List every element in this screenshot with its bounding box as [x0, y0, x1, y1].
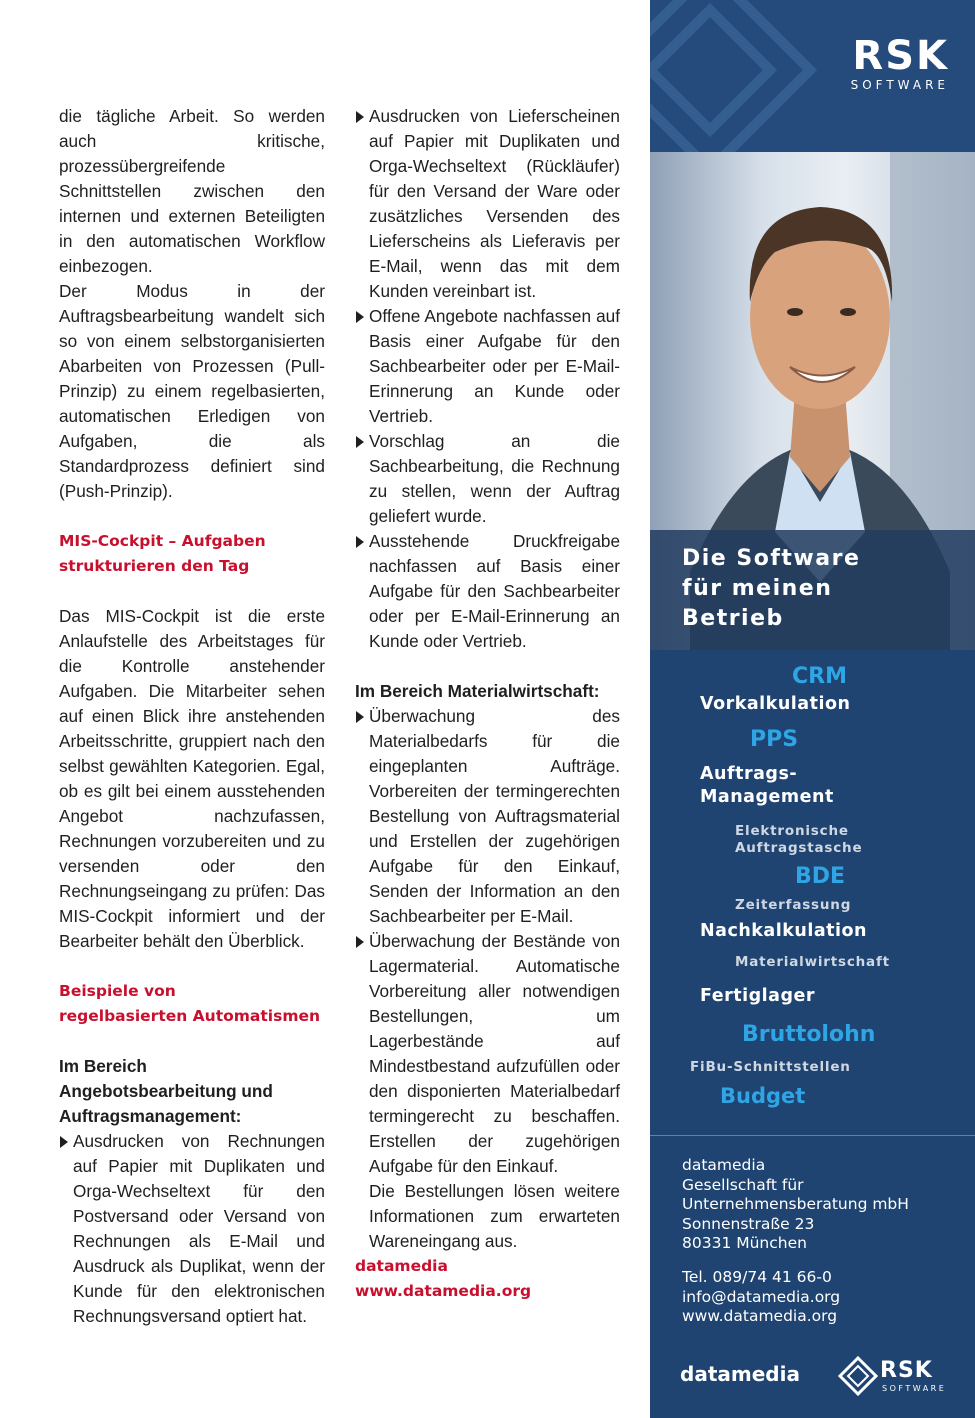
- bullet-item: Ausdrucken von Rechnungen auf Papier mit Duplikaten und Orga-Wechseltext für den Postversand oder Versand von Rechnungen als E-Mail und Ausdruck als Duplikat, wenn der Kunde für den elektronischen Rechnungsversand optiert hat.: [59, 1129, 325, 1329]
- keyword-zeiterfassung: Zeiterfassung: [735, 897, 852, 913]
- subheading: Im Bereich Materialwirtschaft:: [355, 681, 600, 701]
- keyword-management: Management: [700, 787, 834, 807]
- ad-header: [650, 0, 975, 152]
- advertisement-panel: [650, 0, 975, 1418]
- bullet-item: Überwachung der Bestände von Lagermaterial. Automatische Vorbereitung aller notwendigen Bestellungen, um Lagerbestände auf Mindestbestand aufzufüllen oder den disponierten Materialbedarf termingerecht zu beschaffen. Erstellen der zugehörigen Aufgabe für den Einkauf.: [355, 929, 620, 1179]
- bullet-item: Ausstehende Druckfreigabe nachfassen auf Basis einer Aufgabe für den Sachbearbeiter oder per E-Mail-Erinnerung an Kunde oder Vertrieb.: [355, 529, 620, 654]
- subheading: Im Bereich Angebotsbearbeitung und Auftragsmanagement:: [59, 1056, 273, 1126]
- bullet-item: Vorschlag an die Sachbearbeitung, die Rechnung zu stellen, wenn der Auftrag geliefert wurde.: [355, 429, 620, 529]
- keyword-materialwirtschaft: Materialwirtschaft: [735, 954, 890, 970]
- keyword-nachkalkulation: Nachkalkulation: [700, 921, 867, 941]
- source-name: datamedia: [355, 1257, 448, 1275]
- rsk-logo: RSK: [852, 33, 949, 79]
- keyword-crm: CRM: [792, 664, 847, 689]
- ad-tagline: Die Software für meinen Betrieb: [650, 530, 975, 650]
- keyword-budget: Budget: [720, 1084, 806, 1108]
- bullet-item: Offene Angebote nachfassen auf Basis einer Aufgabe für den Sachbearbeiter oder per E-Mail-Erinnerung an Kunde oder Vertrieb.: [355, 304, 620, 429]
- keyword-bruttolohn: Bruttolohn: [742, 1022, 876, 1047]
- divider: [650, 1135, 975, 1136]
- datamedia-logo: datamedia: [680, 1362, 800, 1386]
- keyword-pps: PPS: [750, 727, 799, 752]
- paragraph: Der Modus in der Auftragsbearbeitung wandelt sich so von einem selbstorganisierten Abarbeiten von Prozessen (Pull-Prinzip) zu einem regelbasierten, automatischen Erledigen von Aufgaben, die als Standardprozess definiert sind (Push-Prinzip).: [59, 281, 325, 501]
- keyword-auftrags: Auftrags-: [700, 764, 798, 784]
- paragraph: Die Bestellungen lösen weitere Informationen zum erwarteten Wareneingang aus.: [369, 1181, 620, 1251]
- keyword-elektronische: Elektronische: [735, 823, 849, 839]
- section-heading: Beispiele von regelbasierten Automatismen: [59, 982, 321, 1025]
- address-block: datamedia Gesellschaft für Unternehmensberatung mbH Sonnenstraße 23 80331 München: [682, 1156, 909, 1252]
- section-heading: MIS-Cockpit – Aufgaben strukturieren den Tag: [59, 532, 266, 575]
- bullet-item: Überwachung des Materialbedarfs für die eingeplanten Aufträge. Vorbereiten der termingerechten Bestellung von Auftragsmaterial und Erstellen der zugehörigen Aufgabe für den Einkauf, Senden der Information an den Sachbearbeiter per E-Mail.: [355, 704, 620, 929]
- rsk-logo-sub: SOFTWARE: [850, 78, 949, 92]
- source-link[interactable]: www.datamedia.org: [355, 1282, 532, 1300]
- keyword-fibu: FiBu-Schnittstellen: [690, 1059, 851, 1075]
- article-column-1: [59, 104, 325, 1329]
- bullet-item: Ausdrucken von Lieferscheinen auf Papier mit Duplikaten und Orga-Wechseltext (Rückläufer) für den Versand der Ware oder zusätzliches Versenden des Lieferscheins als Lieferavis per E-Mail, wenn das mit dem Kunden vereinbart ist.: [355, 104, 620, 304]
- article-column-2: [355, 104, 620, 1304]
- contact-block: [682, 1268, 840, 1327]
- phone-number: Tel. 089/74 41 66-0: [682, 1268, 832, 1286]
- rsk-diamond-icon: [838, 1356, 878, 1396]
- paragraph: Das MIS-Cockpit ist die erste Anlaufstelle des Arbeitstages für die Kontrolle anstehender Aufgaben. Die Mitarbeiter sehen auf einen Blick ihre anstehenden Arbeitsschritte, gruppiert nach den selbst gewählten Kategorien. Egal, ob es gilt bei einem ausstehenden Angebot nachzufassen, Rechnungen vorzubereiten und zu versenden oder den Rechnungseingang zu prüfen: Das MIS-Cockpit informiert und der Bearbeiter behält den Überblick.: [59, 606, 325, 951]
- website-link[interactable]: www.datamedia.org: [682, 1307, 838, 1325]
- rsk-footer-sub: SOFTWARE: [882, 1384, 947, 1393]
- keyword-bde: BDE: [795, 864, 846, 889]
- email-link[interactable]: info@datamedia.org: [682, 1287, 841, 1306]
- paragraph: die tägliche Arbeit. So werden auch kritische, prozessübergreifende Schnittstellen zwischen den internen und externen Beteiligten in den automatischen Workflow einbezogen.: [59, 106, 325, 276]
- keyword-vorkalkulation: Vorkalkulation: [700, 694, 851, 714]
- keyword-auftragstasche: Auftragstasche: [735, 840, 863, 856]
- keyword-fertiglager: Fertiglager: [700, 986, 815, 1006]
- rsk-footer-logo: RSK: [880, 1358, 933, 1383]
